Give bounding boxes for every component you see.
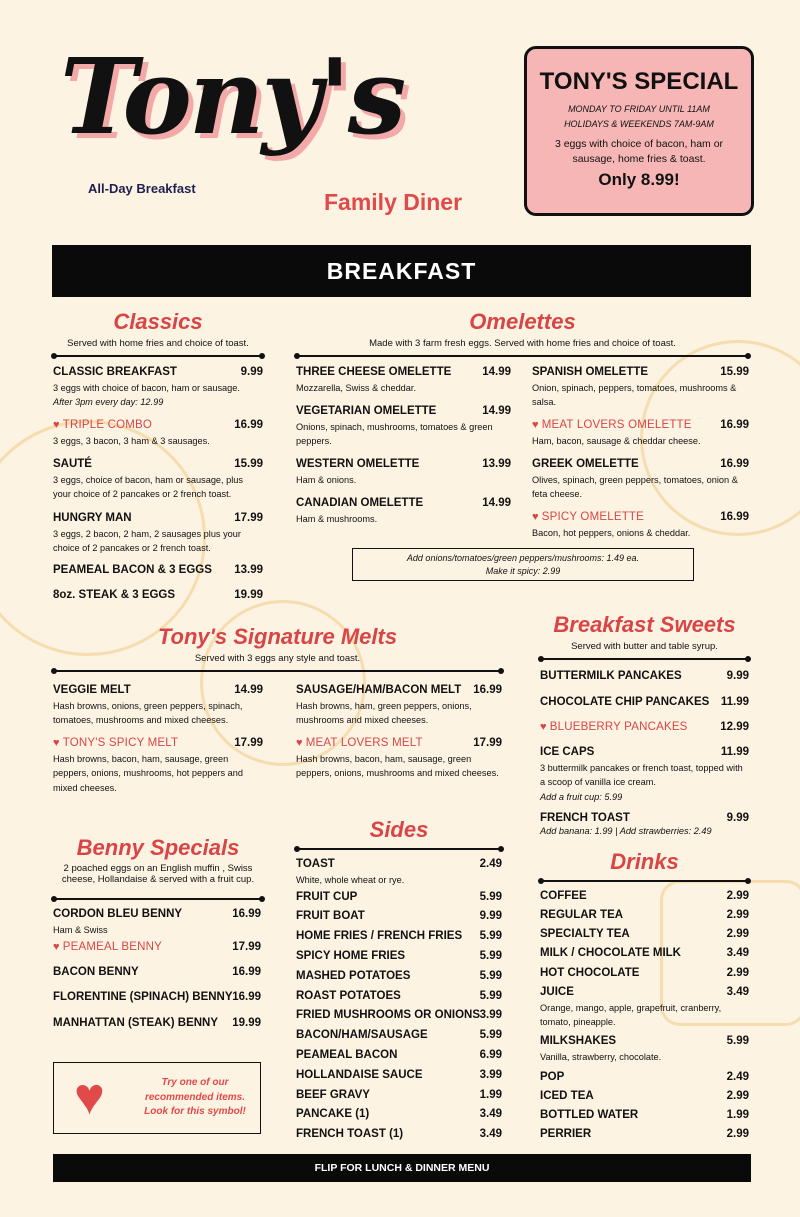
heart-icon: ♥ [53,941,60,953]
item-name-text: HOME FRIES / FRENCH FRIES [296,930,463,942]
item-price: 16.99 [720,419,749,431]
omelette-addons-box: Add onions/tomatoes/green peppers/mushrooms: 1.49 ea. Make it spicy: 2.99 [352,548,694,581]
menu-item [540,1071,749,1083]
item-name-text: THREE CHEESE OMELETTE [296,366,452,378]
menu-item [53,419,263,448]
item-price: 2.99 [726,890,749,902]
item-name-text: SPANISH OMELETTE [532,366,649,378]
item-description: Ham & onions. [296,475,357,485]
item-price: 2.49 [726,1071,749,1083]
item-price: 2.99 [726,909,749,921]
section-subtitle: Served with butter and table syrup. [571,641,718,652]
menu-item [532,458,749,502]
item-price: 16.99 [234,419,263,431]
item-name [296,405,511,417]
menu-item [540,812,749,838]
item-price: 2.49 [479,858,502,870]
item-name [540,986,749,998]
item-price: 9.99 [726,670,749,682]
family-diner-label: Family Diner [324,189,463,215]
menu-item [53,458,263,502]
section-divider [53,670,502,672]
item-name-text: HOLLANDAISE SAUCE [296,1069,423,1081]
logo: Tony's [60,35,404,158]
item-price: 3.99 [479,1009,502,1021]
menu-item [532,511,749,540]
item-price: 2.99 [726,967,749,979]
item-name-text: CANADIAN OMELETTE [296,497,424,509]
item-name-text: VEGGIE MELT [53,684,131,696]
item-price: 5.99 [479,950,502,962]
menu-item [540,1090,749,1102]
section-subtitle: Made with 3 farm fresh eggs. Served with home fries and choice of toast. [369,338,676,349]
menu-item [296,1089,502,1101]
item-name-text: PERRIER [540,1128,592,1140]
item-description: Ham & mushrooms. [296,514,378,524]
item-name [53,737,263,749]
item-name-text: BLUEBERRY PANCAKES [549,721,688,733]
item-price: 19.99 [232,1017,261,1029]
item-name [296,684,502,696]
item-description: Orange, mango, apple, grapefruit, cranberry, tomato, pineapple. [540,1003,722,1028]
menu-item [540,986,749,1030]
heart-icon: ♥ [532,419,539,431]
item-name [532,511,749,523]
item-name-text: HOT CHOCOLATE [540,967,640,979]
menu-item [296,366,511,395]
menu-item [53,512,263,556]
item-name [532,419,749,431]
menu-item [296,684,502,728]
item-name-text: ICE CAPS [540,746,595,758]
section-title: Sides [369,817,429,842]
item-name [540,746,749,758]
menu-item [540,670,749,682]
item-description: Onions, spinach, mushrooms, tomatoes & green peppers. [296,422,493,447]
item-price: 3.99 [479,1069,502,1081]
item-name [296,891,502,903]
menu-item [532,419,749,448]
item-name [296,970,502,982]
menu-item [53,1017,261,1029]
item-name [53,941,261,953]
item-note: Add a fruit cup: 5.99 [540,791,623,802]
item-name-text: HUNGRY MAN [53,512,132,524]
item-name [540,967,749,979]
menu-item [296,1009,502,1021]
menu-item [540,947,749,959]
item-name [296,1108,502,1120]
item-price: 11.99 [720,746,749,758]
menu-item [296,405,511,449]
item-name [540,1035,749,1047]
item-name [53,991,261,1003]
recommended-tip-box [53,1062,261,1134]
item-name [540,928,749,940]
item-name [296,497,511,509]
item-price: 17.99 [232,941,261,953]
item-price: 6.99 [479,1049,502,1061]
item-price: 16.99 [720,458,749,470]
item-description: Bacon, hot peppers, onions & cheddar. [532,528,691,538]
item-name [296,910,502,922]
item-price: 5.99 [726,1035,749,1047]
item-name-text: FRENCH TOAST [540,812,630,824]
menu-item [296,1108,502,1120]
menu-item [540,721,749,733]
item-price: 3.49 [479,1108,502,1120]
menu-item [296,458,511,487]
item-price: 17.99 [234,512,263,524]
menu-item [296,990,502,1002]
item-description: Ham & Swiss [53,925,108,935]
item-name-text: SAUSAGE/HAM/BACON MELT [296,684,462,696]
item-name-text: SAUTÉ [53,458,92,470]
item-name-text: MASHED POTATOES [296,970,411,982]
item-description: Onion, spinach, peppers, tomatoes, mushrooms & salsa. [532,383,737,408]
heart-icon: ♥ [53,737,60,749]
item-name-text: CORDON BLEU BENNY [53,908,183,920]
menu-item [540,1128,749,1140]
item-name-text: BACON/HAM/SAUSAGE [296,1029,428,1041]
item-name [532,458,749,470]
heart-icon: ♥ [53,419,60,431]
menu-item [540,967,749,979]
item-description: White, whole wheat or rye. [296,875,405,885]
section-subtitle: Served with 3 eggs any style and toast. [194,653,361,664]
section-subtitle: Served with home fries and choice of toast. [67,338,249,349]
item-name [53,684,263,696]
item-name-text: VEGETARIAN OMELETTE [296,405,437,417]
item-price: 14.99 [482,405,511,417]
tonys-special-card [524,46,754,216]
heart-icon: ♥ [296,737,303,749]
section-title: Omelettes [469,309,576,334]
item-description: Ham, bacon, sausage & cheddar cheese. [532,436,701,446]
item-name [540,947,749,959]
special-description: 3 eggs with choice of bacon, ham or sausage, home fries & toast. [554,137,724,165]
item-name [540,1071,749,1083]
item-price: 17.99 [473,737,502,749]
item-name-text: BUTTERMILK PANCAKES [540,670,682,682]
item-price: 5.99 [479,970,502,982]
item-name-text: PEAMEAL BENNY [62,941,163,953]
menu-item [53,991,261,1003]
footer-banner: FLIP FOR LUNCH & DINNER MENU [53,1154,751,1182]
item-name-text: REGULAR TEA [540,909,624,921]
item-name-text: PEAMEAL BACON & 3 EGGS [53,564,212,576]
item-name [540,721,749,733]
section-title: Tony's Signature Melts [157,624,398,649]
item-description: 3 eggs with choice of bacon, ham or sausage. [53,383,240,393]
menu-item [540,746,749,804]
section-subtitle: 2 poached eggs on an English muffin , Swiss cheese, Hollandaise & served with a fruit cup. [61,863,255,885]
item-name [53,908,261,920]
menu-item [540,696,749,708]
item-name [296,1128,502,1140]
item-name [540,696,749,708]
item-name [296,1009,502,1021]
item-name [540,909,749,921]
item-name-text: CLASSIC BREAKFAST [53,366,177,378]
menu-item [532,366,749,410]
menu-item [296,950,502,962]
item-name-text: FLORENTINE (SPINACH) BENNY [53,991,233,1003]
item-price: 3.49 [726,947,749,959]
item-name-text: ICED TEA [540,1090,594,1102]
item-name-text: ROAST POTATOES [296,990,401,1002]
section-divider [53,355,263,357]
item-price: 16.99 [232,991,261,1003]
item-name-text: SPECIALTY TEA [540,928,630,940]
menu-item [53,589,263,601]
menu-item [53,737,263,795]
item-description: Mozzarella, Swiss & cheddar. [296,383,416,393]
item-description: Hash browns, onions, green peppers, spinach, tomatoes, mushrooms and mixed cheeses. [53,701,243,726]
menu-item [540,1035,749,1064]
item-price: 9.99 [479,910,502,922]
item-price: 14.99 [234,684,263,696]
menu-item [296,737,502,781]
breakfast-banner: BREAKFAST [52,245,751,297]
item-name [53,1017,261,1029]
item-name [296,990,502,1002]
item-price: 17.99 [234,737,263,749]
item-price: 13.99 [482,458,511,470]
item-name-text: MEAT LOVERS MELT [305,737,423,749]
item-name-text: BACON BENNY [53,966,139,978]
item-price: 9.99 [240,366,263,378]
item-price: 5.99 [479,1029,502,1041]
special-hours: MONDAY TO FRIDAY UNTIL 11AM HOLIDAYS & WEEKENDS 7AM-9AM [564,104,714,129]
menu-item [53,366,263,410]
item-description: 3 eggs, choice of bacon, ham or sausage, plus your choice of 2 pancakes or 2 french toast. [53,475,243,500]
section-divider [540,880,749,882]
item-name [296,858,502,870]
menu-item [540,890,749,902]
menu-item [296,1029,502,1041]
item-name-text: MANHATTAN (STEAK) BENNY [53,1017,219,1029]
item-description: Hash browns, ham, green peppers, onions, mushrooms and mixed cheeses. [296,701,472,726]
heart-icon: ♥ [532,511,539,523]
item-name [53,366,263,378]
item-name [296,366,511,378]
item-name [540,812,749,824]
item-price: 16.99 [232,908,261,920]
item-name [540,1109,749,1121]
item-name [296,1029,502,1041]
item-name [53,564,263,576]
item-price: 16.99 [720,511,749,523]
item-name [296,458,511,470]
menu-item [540,909,749,921]
item-description: 3 buttermilk pancakes or french toast, topped with a scoop of vanilla ice cream. [540,763,743,788]
menu-item [53,684,263,728]
item-name-text: GREEK OMELETTE [532,458,639,470]
item-name-text: FRENCH TOAST (1) [296,1128,404,1140]
item-name-text: SPICY HOME FRIES [296,950,406,962]
menu-item [296,891,502,903]
item-price: 13.99 [234,564,263,576]
item-description: 3 eggs, 2 bacon, 2 ham, 2 sausages plus your choice of 2 pancakes or 2 french toast. [53,529,241,554]
special-price: Only 8.99! [598,170,680,190]
item-name [296,930,502,942]
item-name [296,737,502,749]
menu-item [540,928,749,940]
item-price: 1.99 [479,1089,502,1101]
item-name [296,1069,502,1081]
menu-item [53,908,261,937]
section-divider [53,898,263,900]
menu-item [296,930,502,942]
item-name [540,1128,749,1140]
item-price: 11.99 [720,696,749,708]
item-price: 5.99 [479,891,502,903]
item-price: 5.99 [479,930,502,942]
menu-item [296,910,502,922]
item-name [53,966,261,978]
item-description: 3 eggs, 3 bacon, 3 ham & 3 sausages. [53,436,210,446]
section-divider [540,658,749,660]
item-price: 15.99 [234,458,263,470]
item-name-text: MILK / CHOCOLATE MILK [540,947,681,959]
item-name-text: FRUIT BOAT [296,910,365,922]
item-price: 14.99 [482,366,511,378]
item-price: 14.99 [482,497,511,509]
item-name-text: TONY'S SPICY MELT [62,737,179,749]
item-price: 19.99 [234,589,263,601]
item-price: 15.99 [720,366,749,378]
item-name-text: MILKSHAKES [540,1035,617,1047]
menu-item [296,1128,502,1140]
item-name [540,1090,749,1102]
item-name-text: TOAST [296,858,335,870]
section-title: Classics [113,309,203,334]
menu-item [296,1069,502,1081]
item-note: Add banana: 1.99 | Add strawberries: 2.49 [540,826,712,836]
item-name [532,366,749,378]
item-price: 3.49 [726,986,749,998]
item-note: After 3pm every day: 12.99 [53,397,164,408]
tagline: All-Day Breakfast [88,181,196,196]
special-title: TONY'S SPECIAL [539,68,739,95]
item-price: 5.99 [479,990,502,1002]
item-price: 9.99 [726,812,749,824]
item-price: 2.99 [726,1128,749,1140]
menu-item [53,564,263,576]
item-price: 2.99 [726,928,749,940]
item-description: Vanilla, strawberry, chocolate. [540,1052,662,1062]
item-price: 16.99 [232,966,261,978]
section-title: Benny Specials [76,835,240,860]
item-name-text: COFFEE [540,890,587,902]
item-name [53,589,263,601]
item-name [296,950,502,962]
item-name-text: PEAMEAL BACON [296,1049,398,1061]
item-price: 2.99 [726,1090,749,1102]
item-name-text: 8oz. STEAK & 3 EGGS [53,589,176,601]
item-description: Hash browns, bacon, ham, sausage, green peppers, onions, mushrooms, hot peppers and mixed cheeses. [53,754,243,793]
section-title: Drinks [610,849,679,874]
heart-icon: ♥ [74,1068,105,1126]
item-name [53,458,263,470]
item-description: Hash browns, bacon, ham, sausage, green peppers, onions, mushrooms and mixed cheeses. [296,754,499,779]
menu-item [296,1049,502,1061]
item-name [296,1049,502,1061]
item-price: 16.99 [473,684,502,696]
menu-item [540,1109,749,1121]
item-name [540,670,749,682]
item-name-text: TRIPLE COMBO [62,419,153,431]
item-name-text: FRIED MUSHROOMS OR ONIONS [296,1009,481,1021]
section-divider [296,355,749,357]
menu-item [53,966,261,978]
item-name-text: JUICE [540,986,574,998]
menu-item [296,970,502,982]
item-price: 3.49 [479,1128,502,1140]
menu-item [296,858,502,887]
menu-item [53,941,261,953]
item-name [53,419,263,431]
section-title: Breakfast Sweets [553,612,736,637]
menu-item [296,497,511,526]
item-name-text: MEAT LOVERS OMELETTE [541,419,692,431]
item-price: 12.99 [720,721,749,733]
item-name-text: BEEF GRAVY [296,1089,370,1101]
item-name-text: CHOCOLATE CHIP PANCAKES [540,696,710,708]
tip-text: Try one of our recommended items. Look for this symbol! [144,1077,246,1117]
item-name-text: BOTTLED WATER [540,1109,639,1121]
item-name [540,890,749,902]
heart-icon: ♥ [540,721,547,733]
item-name-text: POP [540,1071,565,1083]
item-name-text: FRUIT CUP [296,891,358,903]
item-name-text: SPICY OMELETTE [541,511,645,523]
section-divider [296,848,502,850]
item-name-text: WESTERN OMELETTE [296,458,420,470]
item-name [296,1089,502,1101]
item-price: 1.99 [726,1109,749,1121]
item-name [53,512,263,524]
item-description: Olives, spinach, green peppers, tomatoes, onion & feta cheese. [532,475,738,500]
item-name-text: PANCAKE (1) [296,1108,370,1120]
